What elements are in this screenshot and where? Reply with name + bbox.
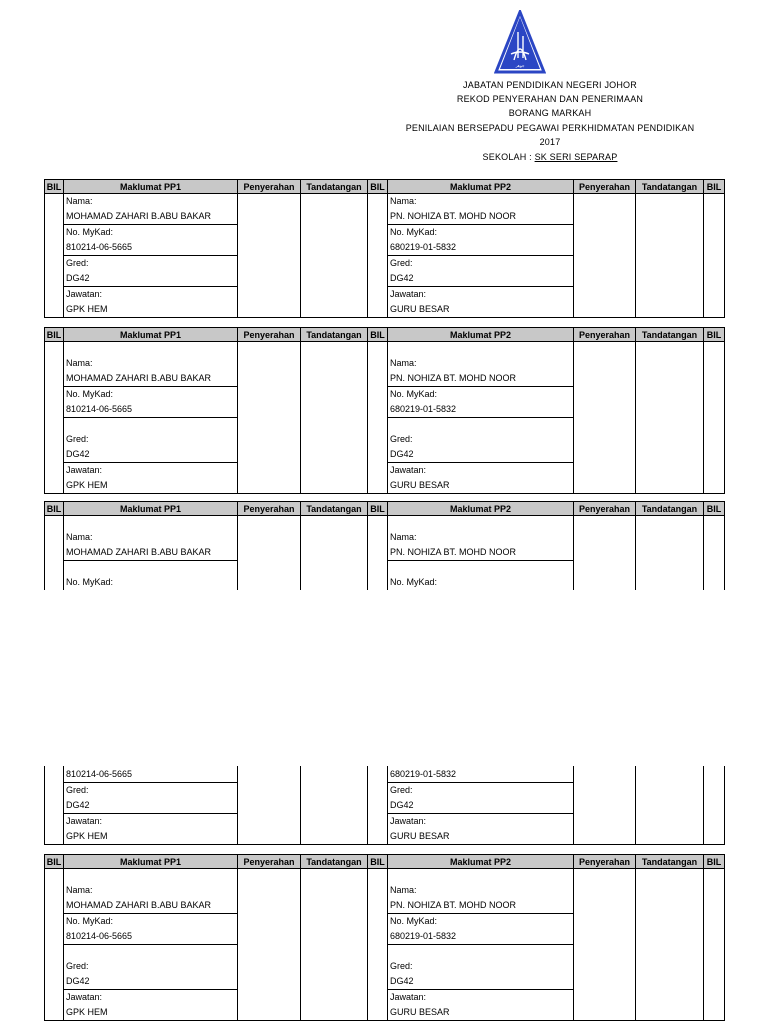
pp2-nama: PN. NOHIZA BT. MOHD NOOR <box>388 209 573 225</box>
pp1-gred: DG42 <box>64 447 237 463</box>
pp1-gred: DG42 <box>64 974 237 990</box>
penyerahan-cell <box>238 342 301 494</box>
nama-label: Nama: <box>390 885 417 895</box>
pp2-info <box>388 342 574 494</box>
pp2-info <box>388 869 574 1021</box>
page-gap <box>0 590 768 766</box>
col-bil: BIL <box>704 180 725 194</box>
jawatan-label: Jawatan: <box>390 289 427 299</box>
mykad-label: No. MyKad: <box>66 577 114 587</box>
table-row <box>45 342 725 494</box>
pp1-jawatan: GPK HEM <box>66 831 108 841</box>
gred-label: Gred: <box>66 434 89 444</box>
table-header-row <box>45 328 725 342</box>
col-penyerahan: Penyerahan <box>238 180 301 194</box>
jawatan-label: Jawatan: <box>66 465 103 475</box>
pp1-jawatan: GPK HEM <box>66 1007 108 1017</box>
nama-label: Nama: <box>66 358 93 368</box>
tandatangan-cell <box>301 194 368 318</box>
col-pp1: Maklumat PP1 <box>64 180 238 194</box>
col-bil: BIL <box>368 502 388 516</box>
pp2-jawatan: GURU BESAR <box>390 831 450 841</box>
pp1-gred: DG42 <box>64 271 237 287</box>
gred-label: Gred: <box>390 961 413 971</box>
school-value: SK SERI SEPARAP <box>534 152 618 162</box>
col-pp2: Maklumat PP2 <box>388 855 574 869</box>
pp2-mykad: 680219-01-5832 <box>388 929 573 945</box>
pp1-nama: MOHAMAD ZAHARI B.ABU BAKAR <box>64 545 237 561</box>
bil-cell <box>45 342 64 494</box>
mykad-label: No. MyKad: <box>66 389 114 399</box>
nama-label: Nama: <box>390 196 417 206</box>
pp1-nama: MOHAMAD ZAHARI B.ABU BAKAR <box>64 209 237 225</box>
penyerahan-cell <box>574 869 636 1021</box>
col-pp2: Maklumat PP2 <box>388 328 574 342</box>
pp1-mykad: 810214-06-5665 <box>64 402 237 418</box>
bil-cell <box>45 194 64 318</box>
tandatangan-cell <box>301 869 368 1021</box>
col-pp2: Maklumat PP2 <box>388 180 574 194</box>
penyerahan-cell <box>574 342 636 494</box>
gred-label: Gred: <box>66 785 89 795</box>
col-penyerahan: Penyerahan <box>238 328 301 342</box>
record-table-4 <box>44 854 725 1021</box>
pp2-nama: PN. NOHIZA BT. MOHD NOOR <box>388 898 573 914</box>
col-bil: BIL <box>45 328 64 342</box>
col-bil: BIL <box>704 328 725 342</box>
pp1-mykad: 810214-06-5665 <box>64 767 237 783</box>
tandatangan-cell <box>301 342 368 494</box>
col-tandatangan: Tandatangan <box>301 328 368 342</box>
table-row <box>45 869 725 1021</box>
jawatan-label: Jawatan: <box>390 992 427 1002</box>
pp2-nama: PN. NOHIZA BT. MOHD NOOR <box>388 371 573 387</box>
table-row <box>45 194 725 318</box>
col-bil: BIL <box>704 855 725 869</box>
pp1-info <box>64 869 238 1021</box>
col-penyerahan: Penyerahan <box>574 855 636 869</box>
pp2-jawatan: GURU BESAR <box>390 1007 450 1017</box>
penyerahan-cell <box>238 194 301 318</box>
bil-cell <box>704 194 725 318</box>
col-penyerahan: Penyerahan <box>574 502 636 516</box>
header-line-1: JABATAN PENDIDIKAN NEGERI JOHOR <box>463 80 637 90</box>
penyerahan-cell <box>574 194 636 318</box>
tandatangan-cell <box>636 869 704 1021</box>
col-pp1: Maklumat PP1 <box>64 502 238 516</box>
pp2-gred: DG42 <box>388 271 573 287</box>
header-line-3: BORANG MARKAH <box>508 108 592 118</box>
nama-label: Nama: <box>66 532 93 542</box>
nama-label: Nama: <box>390 532 417 542</box>
col-tandatangan: Tandatangan <box>301 180 368 194</box>
bil-cell <box>368 869 388 1021</box>
col-pp1: Maklumat PP1 <box>64 328 238 342</box>
header-school <box>380 150 720 164</box>
bil-cell <box>704 342 725 494</box>
svg-text:جوهر: جوهر <box>515 63 525 68</box>
pp1-nama: MOHAMAD ZAHARI B.ABU BAKAR <box>64 371 237 387</box>
pp2-info <box>388 194 574 318</box>
gred-label: Gred: <box>66 961 89 971</box>
pp1-info <box>64 194 238 318</box>
jawatan-label: Jawatan: <box>390 816 427 826</box>
mykad-label: No. MyKad: <box>390 389 438 399</box>
pp2-mykad: 680219-01-5832 <box>388 240 573 256</box>
jawatan-label: Jawatan: <box>66 816 103 826</box>
jpnj-crest-logo <box>494 10 546 76</box>
col-tandatangan: Tandatangan <box>636 180 704 194</box>
nama-label: Nama: <box>66 885 93 895</box>
pp1-jawatan: GPK HEM <box>66 480 108 490</box>
col-bil: BIL <box>368 180 388 194</box>
col-bil: BIL <box>368 328 388 342</box>
gred-label: Gred: <box>66 258 89 268</box>
mykad-label: No. MyKad: <box>390 227 438 237</box>
nama-label: Nama: <box>390 358 417 368</box>
gred-label: Gred: <box>390 434 413 444</box>
col-pp1: Maklumat PP1 <box>64 855 238 869</box>
bil-cell <box>368 194 388 318</box>
school-label: SEKOLAH : <box>482 152 535 162</box>
table-header-row <box>45 855 725 869</box>
penyerahan-cell <box>238 869 301 1021</box>
bil-cell <box>704 869 725 1021</box>
pp2-mykad: 680219-01-5832 <box>388 402 573 418</box>
col-penyerahan: Penyerahan <box>574 328 636 342</box>
table-header-row <box>45 502 725 516</box>
record-table-2 <box>44 327 725 494</box>
col-bil: BIL <box>45 180 64 194</box>
pp1-gred: DG42 <box>64 798 237 814</box>
pp1-jawatan: GPK HEM <box>66 304 108 314</box>
header-year: 2017 <box>539 137 561 147</box>
header-line-4: PENILAIAN BERSEPADU PEGAWAI PERKHIDMATAN PENDIDIKAN <box>405 123 695 133</box>
col-bil: BIL <box>45 855 64 869</box>
col-tandatangan: Tandatangan <box>636 855 704 869</box>
col-penyerahan: Penyerahan <box>238 502 301 516</box>
mykad-label: No. MyKad: <box>390 916 438 926</box>
mykad-label: No. MyKad: <box>390 577 438 587</box>
tandatangan-cell <box>636 194 704 318</box>
col-bil: BIL <box>704 502 725 516</box>
jawatan-label: Jawatan: <box>390 465 427 475</box>
col-penyerahan: Penyerahan <box>574 180 636 194</box>
pp1-info <box>64 342 238 494</box>
pp1-mykad: 810214-06-5665 <box>64 929 237 945</box>
col-bil: BIL <box>45 502 64 516</box>
pp2-mykad: 680219-01-5832 <box>388 767 573 783</box>
pp1-nama: MOHAMAD ZAHARI B.ABU BAKAR <box>64 898 237 914</box>
col-pp2: Maklumat PP2 <box>388 502 574 516</box>
pp2-gred: DG42 <box>388 974 573 990</box>
col-tandatangan: Tandatangan <box>301 502 368 516</box>
col-penyerahan: Penyerahan <box>238 855 301 869</box>
gred-label: Gred: <box>390 258 413 268</box>
pp2-gred: DG42 <box>388 798 573 814</box>
jawatan-label: Jawatan: <box>66 992 103 1002</box>
pp2-gred: DG42 <box>388 447 573 463</box>
mykad-label: No. MyKad: <box>66 916 114 926</box>
nama-label: Nama: <box>66 196 93 206</box>
header-line-2: REKOD PENYERAHAN DAN PENERIMAAN <box>456 94 644 104</box>
record-table-1 <box>44 179 725 318</box>
tandatangan-cell <box>636 342 704 494</box>
pp2-jawatan: GURU BESAR <box>390 304 450 314</box>
bil-cell <box>45 869 64 1021</box>
pp2-jawatan: GURU BESAR <box>390 480 450 490</box>
col-tandatangan: Tandatangan <box>636 328 704 342</box>
mykad-label: No. MyKad: <box>66 227 114 237</box>
gred-label: Gred: <box>390 785 413 795</box>
pp1-mykad: 810214-06-5665 <box>64 240 237 256</box>
col-tandatangan: Tandatangan <box>636 502 704 516</box>
table-header-row <box>45 180 725 194</box>
pp2-nama: PN. NOHIZA BT. MOHD NOOR <box>388 545 573 561</box>
bil-cell <box>368 342 388 494</box>
jawatan-label: Jawatan: <box>66 289 103 299</box>
col-tandatangan: Tandatangan <box>301 855 368 869</box>
col-bil: BIL <box>368 855 388 869</box>
